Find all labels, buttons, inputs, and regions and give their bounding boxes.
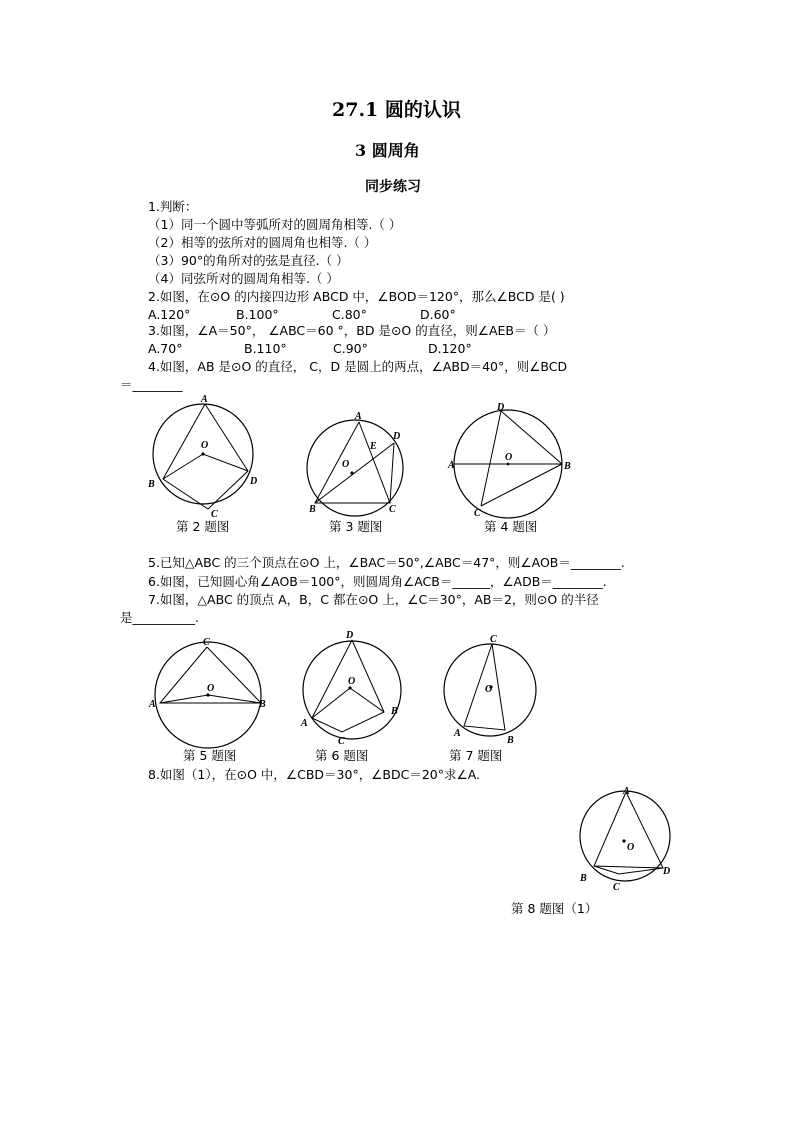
- question-2-option-c: C.80°: [332, 307, 367, 322]
- figure-7-diagram: [438, 632, 548, 752]
- figure-6-label-d: D: [346, 630, 354, 641]
- figure-8-label-a: A: [623, 786, 630, 797]
- figure-6-caption: 第 6 题图: [315, 748, 369, 763]
- figure-8-label-c: C: [613, 882, 620, 893]
- question-2-option-d: D.60°: [420, 307, 456, 322]
- figure-2-label-d: D: [250, 476, 258, 487]
- question-2-option-b: B.100°: [236, 307, 279, 322]
- page-title: 27.1 圆的认识: [332, 99, 461, 121]
- question-4: 4.如图，AB 是⊙O 的直径， C，D 是圆上的两点，∠ABD＝40°，则∠BCD: [148, 359, 568, 374]
- question-7-answer-blank: 是__________.: [120, 610, 199, 625]
- figure-4-label-d: D: [497, 402, 505, 413]
- question-1: 1.判断：: [148, 199, 198, 214]
- figure-4-label-a: A: [448, 460, 455, 471]
- figure-6-diagram: [298, 628, 408, 748]
- figure-5-label-o: O: [207, 683, 215, 694]
- figure-4-diagram: [445, 400, 585, 520]
- figure-7-label-a: A: [454, 728, 461, 739]
- question-1-item-4: （4）同弦所对的圆周角相等.（ ）: [148, 271, 339, 286]
- question-1-item-2: （2）相等的弦所对的圆周角也相等.（ ）: [148, 235, 377, 250]
- section-title: 同步练习: [365, 179, 421, 195]
- figure-3-label-o: O: [342, 459, 350, 470]
- figure-3-label-e: E: [370, 441, 377, 452]
- question-8: 8.如图（1），在⊙O 中，∠CBD＝30°，∠BDC＝20°求∠A.: [148, 767, 481, 782]
- figure-6-label-c: C: [338, 736, 345, 747]
- figure-3-diagram: [300, 405, 420, 525]
- figure-4-label-c: C: [474, 508, 481, 519]
- question-2: 2.如图，在⊙O 的内接四边形 ABCD 中，∠BOD＝120°，那么∠BCD 是( ): [148, 289, 565, 304]
- figure-4-label-o: O: [505, 452, 513, 463]
- figure-5-caption: 第 5 题图: [183, 748, 237, 763]
- figure-3-label-b: B: [309, 504, 316, 515]
- lesson-title: 3 圆周角: [355, 141, 420, 160]
- question-4-answer-blank: ＝________: [120, 377, 183, 392]
- question-1-item-1: （1）同一个圆中等弧所对的圆周角相等.（ ）: [148, 217, 402, 232]
- figure-5-label-b: B: [259, 699, 266, 710]
- figure-2-label-a: A: [201, 394, 208, 405]
- figure-8-label-d: D: [663, 866, 671, 877]
- figure-3-caption: 第 3 题图: [329, 519, 383, 534]
- figure-6-label-o: O: [348, 676, 356, 687]
- figure-2-diagram: [140, 390, 270, 520]
- figure-7-label-b: B: [507, 735, 514, 746]
- question-3-option-a: A.70°: [148, 341, 183, 356]
- question-3-option-d: D.120°: [428, 341, 472, 356]
- question-7: 7.如图，△ABC 的顶点 A，B，C 都在⊙O 上，∠C＝30°，AB＝2，则⊙O 的半径: [148, 592, 599, 607]
- question-6: 6.如图，已知圆心角∠AOB＝100°，则圆周角∠ACB＝______，∠ADB＝________.: [148, 574, 607, 589]
- question-5: 5.已知△ABC 的三个顶点在⊙O 上，∠BAC＝50°,∠ABC＝47°，则∠AOB＝________.: [148, 555, 625, 570]
- figure-8-label-b: B: [580, 873, 587, 884]
- figure-8-caption: 第 8 题图（1）: [511, 901, 598, 916]
- figure-4-label-b: B: [564, 461, 571, 472]
- figure-3-label-c: C: [389, 504, 396, 515]
- figure-2-label-o: O: [201, 440, 209, 451]
- figure-6-label-b: B: [391, 706, 398, 717]
- figure-8-diagram: [575, 784, 685, 894]
- figure-5-label-c: C: [203, 637, 210, 648]
- figure-7-label-c: C: [490, 634, 497, 645]
- figure-7-label-o: O: [485, 684, 493, 695]
- figure-3-label-d: D: [393, 431, 401, 442]
- figure-2-label-c: C: [211, 509, 218, 520]
- question-2-option-a: A.120°: [148, 307, 191, 322]
- figure-8-label-o: O: [627, 842, 635, 853]
- question-3: 3.如图，∠A＝50°， ∠ABC＝60 °，BD 是⊙O 的直径，则∠AEB＝（ ）: [148, 323, 556, 338]
- figure-6-label-a: A: [301, 718, 308, 729]
- figure-3-label-a: A: [355, 411, 362, 422]
- figure-2-label-b: B: [148, 479, 155, 490]
- question-3-option-c: C.90°: [333, 341, 368, 356]
- question-1-item-3: （3）90°的角所对的弦是直径.（ ）: [148, 253, 349, 268]
- figure-4-caption: 第 4 题图: [484, 519, 538, 534]
- figure-7-caption: 第 7 题图: [449, 748, 503, 763]
- question-3-option-b: B.110°: [244, 341, 287, 356]
- figure-2-caption: 第 2 题图: [176, 519, 230, 534]
- figure-5-diagram: [145, 632, 275, 752]
- figure-5-label-a: A: [149, 699, 156, 710]
